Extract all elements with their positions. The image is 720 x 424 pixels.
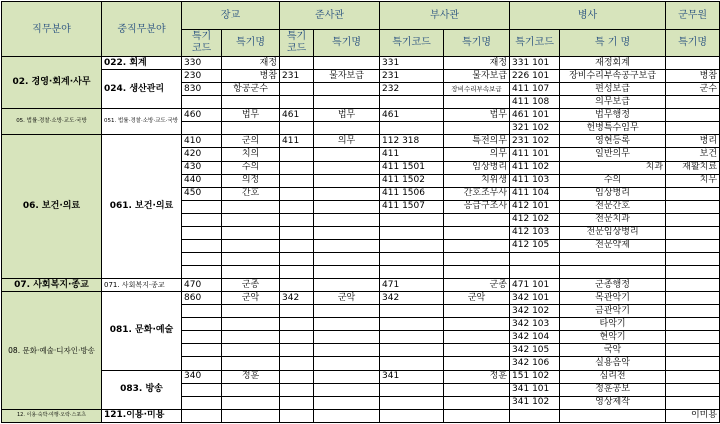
civilian-name: [666, 239, 720, 252]
officer-name: [222, 318, 280, 331]
officer-code: 340: [182, 370, 222, 383]
nco-name: [444, 122, 510, 135]
warrant-code: [280, 370, 314, 383]
civilian-name: [666, 396, 720, 409]
enlisted-code: [510, 409, 560, 422]
nco-name: [444, 252, 510, 265]
civilian-name: [666, 122, 720, 135]
officer-name: 치의: [222, 148, 280, 161]
warrant-code: 231: [280, 70, 314, 83]
civilian-name: [666, 213, 720, 226]
civilian-name: 병참: [666, 70, 720, 83]
officer-code: [182, 239, 222, 252]
job-cell: 022. 회계: [102, 57, 182, 70]
nco-code: 411 1506: [380, 187, 444, 200]
header-civilian-name: 특기명: [666, 30, 720, 57]
warrant-name: [314, 174, 380, 187]
nco-code: [380, 383, 444, 396]
warrant-name: [314, 370, 380, 383]
enlisted-name: [560, 266, 666, 279]
warrant-name: [314, 96, 380, 109]
nco-code: 341: [380, 370, 444, 383]
warrant-code: [280, 187, 314, 200]
enlisted-name: 전문약제: [560, 239, 666, 252]
specialty-classification-table: [1, 1, 720, 423]
civilian-name: 치무: [666, 174, 720, 187]
warrant-name: [314, 318, 380, 331]
table-body: [2, 57, 720, 423]
civilian-name: [666, 383, 720, 396]
nco-name: 법무: [444, 109, 510, 122]
nco-code: [380, 252, 444, 265]
enlisted-code: 412 102: [510, 213, 560, 226]
warrant-name: 군악: [314, 292, 380, 305]
nco-name: 응급구조사: [444, 200, 510, 213]
header-nco-name: 특기명: [444, 30, 510, 57]
job-cell: 121.이용·미용: [102, 409, 182, 422]
nco-name: [444, 383, 510, 396]
nco-code: 411: [380, 148, 444, 161]
header-warrant-code: 특기 코드: [280, 30, 314, 57]
civilian-name: [666, 226, 720, 239]
nco-name: [444, 226, 510, 239]
header-nco-code: 특기코드: [380, 30, 444, 57]
nco-code: [380, 409, 444, 422]
enlisted-code: 342 105: [510, 344, 560, 357]
nco-name: [444, 213, 510, 226]
warrant-code: 461: [280, 109, 314, 122]
officer-name: [222, 331, 280, 344]
officer-code: [182, 396, 222, 409]
warrant-name: 물자보급: [314, 70, 380, 83]
enlisted-name: 헌병특수임무: [560, 122, 666, 135]
nco-name: [444, 318, 510, 331]
civilian-name: [666, 292, 720, 305]
nco-name: [444, 409, 510, 422]
warrant-code: [280, 344, 314, 357]
nco-code: [380, 396, 444, 409]
nco-name: 특전의무: [444, 135, 510, 148]
warrant-name: [314, 305, 380, 318]
nco-code: [380, 357, 444, 370]
warrant-name: [314, 148, 380, 161]
enlisted-name: 장비수리부속공구보급: [560, 70, 666, 83]
enlisted-name: 법무행정: [560, 109, 666, 122]
officer-code: [182, 344, 222, 357]
officer-code: [182, 122, 222, 135]
officer-code: [182, 252, 222, 265]
civilian-name: [666, 318, 720, 331]
enlisted-name: 영현등록: [560, 135, 666, 148]
officer-name: [222, 226, 280, 239]
officer-name: [222, 239, 280, 252]
enlisted-name: [560, 409, 666, 422]
warrant-code: [280, 148, 314, 161]
nco-name: [444, 266, 510, 279]
civilian-name: [666, 96, 720, 109]
header-enlisted-code: 특기코드: [510, 30, 560, 57]
officer-name: 간호: [222, 187, 280, 200]
table-row: [2, 135, 720, 148]
civilian-name: [666, 279, 720, 292]
field-cell: 07. 사회복지·종교: [2, 279, 102, 292]
enlisted-code: 412 101: [510, 200, 560, 213]
nco-name: 정훈: [444, 370, 510, 383]
enlisted-name: 군종행정: [560, 279, 666, 292]
officer-code: [182, 357, 222, 370]
officer-name: 수의: [222, 161, 280, 174]
enlisted-code: 342 104: [510, 331, 560, 344]
nco-name: 물자보급: [444, 70, 510, 83]
nco-code: 331: [380, 57, 444, 70]
warrant-code: [280, 318, 314, 331]
officer-name: [222, 305, 280, 318]
civilian-name: 이미용: [666, 409, 720, 422]
warrant-name: 법무: [314, 109, 380, 122]
officer-name: 군악: [222, 292, 280, 305]
warrant-name: [314, 122, 380, 135]
job-cell: 081. 문화·예술: [102, 292, 182, 370]
nco-name: [444, 96, 510, 109]
job-cell: 051. 법률·경찰·소방·교도·국방: [102, 109, 182, 135]
enlisted-code: 471 101: [510, 279, 560, 292]
warrant-code: 411: [280, 135, 314, 148]
warrant-code: [280, 409, 314, 422]
job-cell: 083. 방송: [102, 370, 182, 409]
enlisted-code: 331 101: [510, 57, 560, 70]
officer-name: [222, 344, 280, 357]
enlisted-name: 의무보급: [560, 96, 666, 109]
table-row: [2, 370, 720, 383]
nco-code: 471: [380, 279, 444, 292]
header-officer-name: 특기명: [222, 30, 280, 57]
enlisted-name: 전문임상병리: [560, 226, 666, 239]
civilian-name: [666, 344, 720, 357]
nco-code: [380, 239, 444, 252]
nco-code: [380, 318, 444, 331]
warrant-name: [314, 83, 380, 96]
warrant-code: [280, 383, 314, 396]
warrant-name: [314, 161, 380, 174]
officer-code: 230: [182, 70, 222, 83]
job-cell: 024. 생산관리: [102, 70, 182, 109]
civilian-name: [666, 187, 720, 200]
officer-code: [182, 213, 222, 226]
civilian-name: [666, 57, 720, 70]
officer-name: [222, 252, 280, 265]
civilian-name: [666, 305, 720, 318]
enlisted-code: 226 101: [510, 70, 560, 83]
header-enlisted-name: 특 기 명: [560, 30, 666, 57]
nco-name: [444, 331, 510, 344]
warrant-code: [280, 174, 314, 187]
warrant-name: [314, 226, 380, 239]
header-nco: 부사관: [380, 2, 510, 30]
header-enlisted: 병사: [510, 2, 666, 30]
enlisted-name: 현악기: [560, 331, 666, 344]
officer-code: [182, 266, 222, 279]
enlisted-code: 411 103: [510, 174, 560, 187]
table-row: [2, 109, 720, 122]
officer-code: [182, 200, 222, 213]
nco-name: [444, 396, 510, 409]
enlisted-code: 231 102: [510, 135, 560, 148]
enlisted-name: 타악기: [560, 318, 666, 331]
warrant-code: [280, 305, 314, 318]
warrant-code: [280, 331, 314, 344]
warrant-name: [314, 383, 380, 396]
enlisted-code: 341 102: [510, 396, 560, 409]
nco-code: 411 1502: [380, 174, 444, 187]
officer-name: [222, 409, 280, 422]
nco-code: 112 318: [380, 135, 444, 148]
warrant-code: [280, 279, 314, 292]
warrant-code: [280, 83, 314, 96]
officer-code: [182, 383, 222, 396]
enlisted-code: 342 103: [510, 318, 560, 331]
nco-code: [380, 122, 444, 135]
officer-code: 410: [182, 135, 222, 148]
enlisted-name: 편성보급: [560, 83, 666, 96]
warrant-code: [280, 122, 314, 135]
enlisted-code: 411 102: [510, 161, 560, 174]
officer-code: [182, 331, 222, 344]
nco-code: 342: [380, 292, 444, 305]
warrant-code: [280, 226, 314, 239]
warrant-name: [314, 213, 380, 226]
civilian-name: [666, 370, 720, 383]
enlisted-code: 342 101: [510, 292, 560, 305]
nco-name: 임상병리: [444, 161, 510, 174]
civilian-name: [666, 109, 720, 122]
officer-name: [222, 200, 280, 213]
officer-name: 법무: [222, 109, 280, 122]
officer-code: [182, 318, 222, 331]
civilian-name: 군수: [666, 83, 720, 96]
nco-code: 411 1507: [380, 200, 444, 213]
warrant-name: [314, 239, 380, 252]
nco-code: [380, 331, 444, 344]
civilian-name: [666, 266, 720, 279]
enlisted-code: 411 104: [510, 187, 560, 200]
nco-code: [380, 266, 444, 279]
officer-code: 440: [182, 174, 222, 187]
enlisted-name: 전문간호: [560, 200, 666, 213]
warrant-name: [314, 252, 380, 265]
header-officer: 장교: [182, 2, 280, 30]
officer-code: 460: [182, 109, 222, 122]
officer-code: [182, 226, 222, 239]
warrant-code: [280, 200, 314, 213]
civilian-name: 병리: [666, 135, 720, 148]
enlisted-name: 실용음악: [560, 357, 666, 370]
civilian-name: [666, 252, 720, 265]
enlisted-name: 심리전: [560, 370, 666, 383]
warrant-name: [314, 409, 380, 422]
nco-name: 군종: [444, 279, 510, 292]
enlisted-name: 임상병리: [560, 187, 666, 200]
header-warrant-name: 특기명: [314, 30, 380, 57]
nco-code: [380, 213, 444, 226]
civilian-name: [666, 357, 720, 370]
warrant-code: [280, 239, 314, 252]
enlisted-code: 341 101: [510, 383, 560, 396]
officer-name: [222, 357, 280, 370]
civilian-name: 재활치료: [666, 161, 720, 174]
enlisted-name: 국악: [560, 344, 666, 357]
officer-code: 860: [182, 292, 222, 305]
header-job: 중직무분야: [102, 2, 182, 57]
officer-name: 항공군수: [222, 83, 280, 96]
nco-name: 재정: [444, 57, 510, 70]
enlisted-name: 일반의무: [560, 148, 666, 161]
officer-name: 병참: [222, 70, 280, 83]
enlisted-name: 전문치과: [560, 213, 666, 226]
job-cell: 071. 사회복지·종교: [102, 279, 182, 292]
nco-name: 간호조무사: [444, 187, 510, 200]
officer-code: [182, 96, 222, 109]
field-cell: 12. 이용·숙박·여행·오락·스포츠: [2, 409, 102, 422]
nco-code: [380, 305, 444, 318]
warrant-code: [280, 96, 314, 109]
enlisted-code: 412 105: [510, 239, 560, 252]
table-row: [2, 279, 720, 292]
enlisted-name: 목관악기: [560, 292, 666, 305]
warrant-code: [280, 161, 314, 174]
warrant-code: [280, 57, 314, 70]
officer-name: 재정: [222, 57, 280, 70]
enlisted-code: 411 101: [510, 148, 560, 161]
table-row: [2, 409, 720, 422]
officer-code: [182, 409, 222, 422]
job-cell: 061. 보건·의료: [102, 135, 182, 279]
enlisted-code: 411 107: [510, 83, 560, 96]
warrant-name: [314, 396, 380, 409]
civilian-name: [666, 331, 720, 344]
header-civilian: 군무원: [666, 2, 720, 30]
civilian-name: 보건: [666, 148, 720, 161]
officer-code: [182, 305, 222, 318]
nco-name: 군악: [444, 292, 510, 305]
officer-name: 의정: [222, 174, 280, 187]
officer-name: [222, 122, 280, 135]
officer-code: 330: [182, 57, 222, 70]
nco-code: [380, 96, 444, 109]
enlisted-code: 411 108: [510, 96, 560, 109]
enlisted-code: 321 102: [510, 122, 560, 135]
nco-code: 411 1501: [380, 161, 444, 174]
nco-name: 장비수리부속보급: [444, 83, 510, 96]
nco-code: [380, 344, 444, 357]
warrant-name: [314, 187, 380, 200]
nco-name: 의무: [444, 148, 510, 161]
officer-code: 470: [182, 279, 222, 292]
enlisted-code: 151 102: [510, 370, 560, 383]
enlisted-name: 재정회계: [560, 57, 666, 70]
table-row: [2, 57, 720, 70]
header-field: 직무분야: [2, 2, 102, 57]
nco-name: [444, 239, 510, 252]
header-officer-code: 특기 코드: [182, 30, 222, 57]
enlisted-name: 정훈공보: [560, 383, 666, 396]
nco-code: 461: [380, 109, 444, 122]
enlisted-code: 342 102: [510, 305, 560, 318]
warrant-name: 의무: [314, 135, 380, 148]
enlisted-name: 치과: [560, 161, 666, 174]
field-cell: 06. 보건·의료: [2, 135, 102, 279]
warrant-code: 342: [280, 292, 314, 305]
warrant-name: [314, 344, 380, 357]
officer-name: [222, 266, 280, 279]
enlisted-name: 영상제작: [560, 396, 666, 409]
officer-name: [222, 383, 280, 396]
warrant-name: [314, 279, 380, 292]
warrant-code: [280, 396, 314, 409]
nco-name: 치위생: [444, 174, 510, 187]
enlisted-code: [510, 266, 560, 279]
officer-code: 830: [182, 83, 222, 96]
warrant-code: [280, 266, 314, 279]
warrant-name: [314, 200, 380, 213]
warrant-name: [314, 57, 380, 70]
enlisted-name: 수의: [560, 174, 666, 187]
officer-name: [222, 96, 280, 109]
enlisted-code: 412 103: [510, 226, 560, 239]
field-cell: 02. 경영·회계·사무: [2, 57, 102, 109]
officer-code: 430: [182, 161, 222, 174]
warrant-name: [314, 266, 380, 279]
nco-name: [444, 305, 510, 318]
officer-name: [222, 396, 280, 409]
officer-name: 정훈: [222, 370, 280, 383]
warrant-name: [314, 331, 380, 344]
civilian-name: [666, 200, 720, 213]
warrant-name: [314, 357, 380, 370]
field-cell: 08. 문화·예술·디자인·방송: [2, 292, 102, 410]
officer-name: 군종: [222, 279, 280, 292]
nco-code: 232: [380, 83, 444, 96]
header-warrant: 준사관: [280, 2, 380, 30]
officer-code: 420: [182, 148, 222, 161]
enlisted-name: [560, 252, 666, 265]
nco-code: 231: [380, 70, 444, 83]
officer-name: [222, 213, 280, 226]
nco-code: [380, 226, 444, 239]
table-row: [2, 292, 720, 305]
enlisted-code: [510, 252, 560, 265]
field-cell: 05. 법률·경찰·소방·교도·국방: [2, 109, 102, 135]
officer-code: 450: [182, 187, 222, 200]
warrant-code: [280, 213, 314, 226]
nco-name: [444, 344, 510, 357]
table-row: [2, 70, 720, 83]
warrant-code: [280, 252, 314, 265]
officer-name: 군의: [222, 135, 280, 148]
enlisted-code: 342 106: [510, 357, 560, 370]
nco-name: [444, 357, 510, 370]
enlisted-name: 금관악기: [560, 305, 666, 318]
warrant-code: [280, 357, 314, 370]
enlisted-code: 461 101: [510, 109, 560, 122]
